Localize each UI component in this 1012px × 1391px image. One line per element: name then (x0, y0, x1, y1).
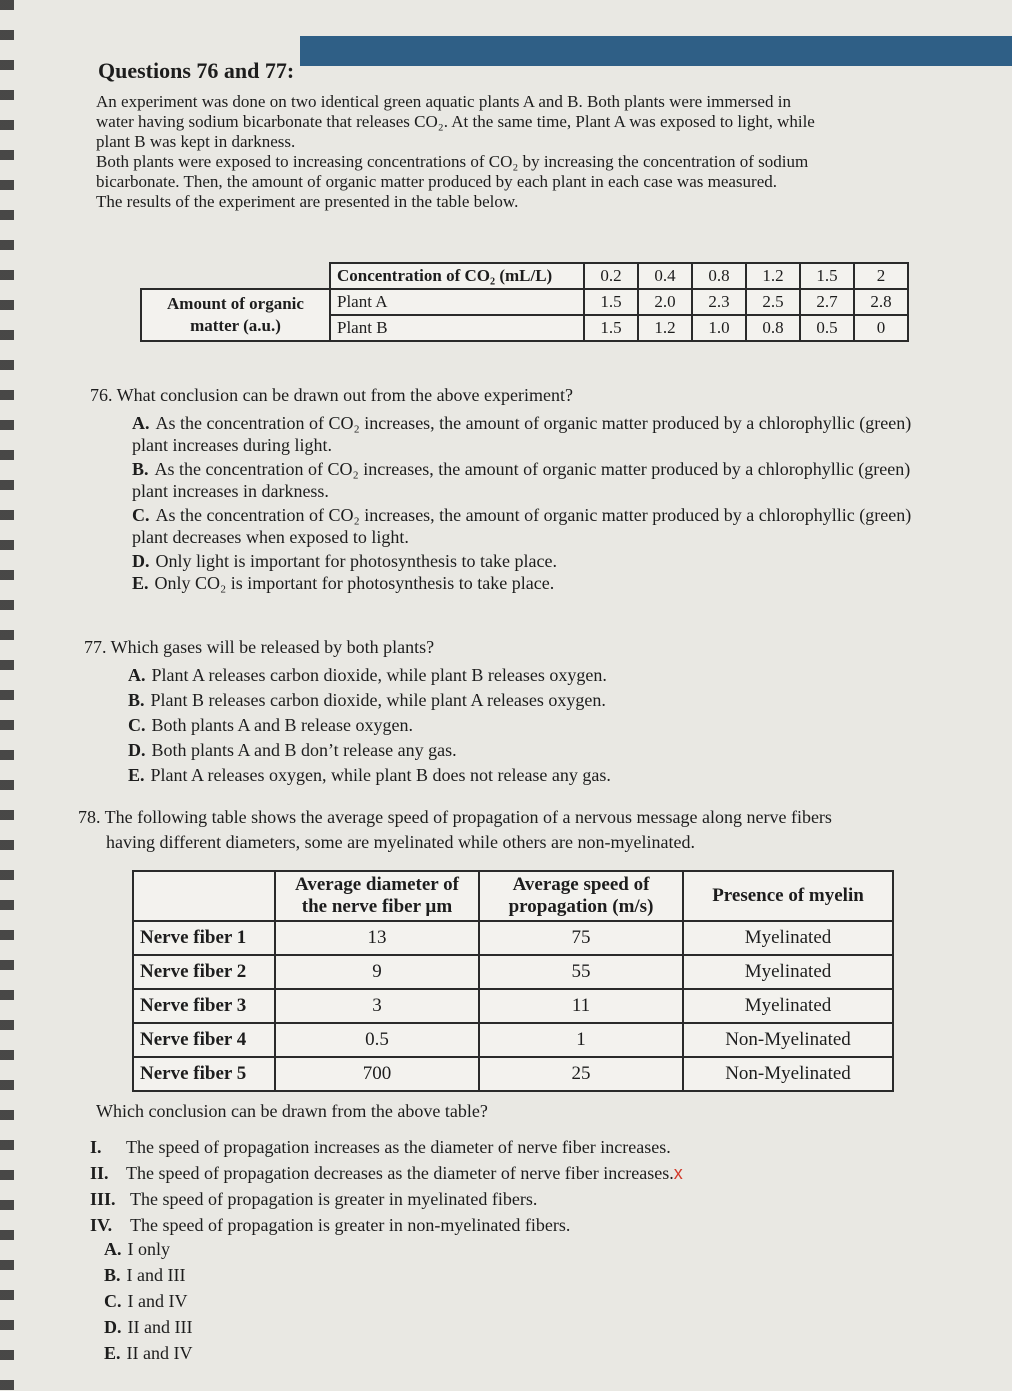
statement-i (90, 1136, 910, 1158)
plant-b-value: 0.5 (800, 315, 854, 341)
fiber-speed: 75 (479, 921, 683, 955)
option-76-b[interactable] (132, 458, 942, 502)
option-text: II and III (127, 1317, 193, 1337)
option-letter: C. (132, 505, 150, 525)
option-letter: D. (132, 551, 150, 571)
fiber-diameter: 9 (275, 955, 479, 989)
table-header-row (133, 871, 893, 921)
option-text: Both plants A and B release oxygen. (151, 715, 413, 735)
plant-a-value: 2.7 (800, 289, 854, 315)
option-78-d[interactable] (104, 1316, 404, 1338)
statement-ii (90, 1162, 910, 1184)
fiber-diameter: 0.5 (275, 1023, 479, 1057)
fiber-speed: 1 (479, 1023, 683, 1057)
plant-a-label: Plant A (330, 289, 584, 315)
option-text: As the concentration of CO₂ increases, the amount of organic matter produced by a chlorophyllic (green) plant increases during light. (132, 413, 912, 455)
plant-a-value: 2.3 (692, 289, 746, 315)
table-row (133, 989, 893, 1023)
row-header: Amount of organic matter (a.u.) (141, 289, 330, 341)
table-row (133, 1023, 893, 1057)
option-letter: C. (128, 715, 146, 735)
option-76-e[interactable] (132, 572, 942, 594)
option-letter: A. (128, 665, 146, 685)
option-letter: E. (128, 765, 145, 785)
concentration-label: Concentration of CO₂ (mL/L) (330, 263, 584, 289)
intro-line: bicarbonate. Then, the amount of organic matter produced by each plant in each case was measured. (96, 172, 777, 191)
option-letter: E. (104, 1343, 121, 1363)
plant-b-value: 0 (854, 315, 908, 341)
option-77-e[interactable] (128, 764, 828, 786)
intro-line: An experiment was done on two identical green aquatic plants A and B. Both plants were immersed in (96, 92, 791, 111)
statement-list (90, 1136, 910, 1236)
fiber-label: Nerve fiber 2 (133, 955, 275, 989)
statement-number: III. (90, 1189, 116, 1209)
concentration-value: 1.5 (800, 263, 854, 289)
option-letter: D. (104, 1317, 122, 1337)
concentration-value: 0.2 (584, 263, 638, 289)
table-header-cell: Average diameter of the nerve fiber µm (275, 871, 479, 921)
option-text: II and IV (126, 1343, 193, 1363)
option-text: I and III (126, 1265, 186, 1285)
table-row (133, 1057, 893, 1091)
concentration-value: 0.4 (638, 263, 692, 289)
plant-a-value: 2.8 (854, 289, 908, 315)
statement-number: IV. (90, 1215, 113, 1235)
option-letter: A. (104, 1239, 122, 1259)
co2-organic-matter-table (140, 262, 909, 342)
option-text: I and IV (127, 1291, 188, 1311)
option-78-c[interactable] (104, 1290, 404, 1312)
option-76-d[interactable] (132, 550, 942, 572)
option-text: As the concentration of CO₂ increases, the amount of organic matter produced by a chlorophyllic (green) plant increases in darkness. (132, 459, 911, 501)
statement-text: The speed of propagation is greater in non-myelinated fibers. (130, 1215, 571, 1235)
option-78-b[interactable] (104, 1264, 404, 1286)
question-77-options (128, 664, 828, 786)
plant-b-value: 1.5 (584, 315, 638, 341)
fiber-speed: 11 (479, 989, 683, 1023)
nerve-fiber-table (132, 870, 894, 1092)
plant-a-value: 1.5 (584, 289, 638, 315)
option-text: Only light is important for photosynthesis to take place. (155, 551, 557, 571)
question-76-stem: 76. What conclusion can be drawn out from the above experiment? (90, 385, 574, 405)
table-header-cell: Presence of myelin (683, 871, 893, 921)
option-76-c[interactable] (132, 504, 942, 548)
fiber-diameter: 13 (275, 921, 479, 955)
plant-a-value: 2.5 (746, 289, 800, 315)
option-letter: B. (132, 459, 149, 479)
fiber-myelin: Myelinated (683, 989, 893, 1023)
fiber-label: Nerve fiber 3 (133, 989, 275, 1023)
fiber-myelin: Myelinated (683, 955, 893, 989)
option-77-c[interactable] (128, 714, 828, 736)
intro-line: Both plants were exposed to increasing concentrations of CO₂ by increasing the concentration of sodium (96, 152, 809, 171)
option-text: Plant A releases carbon dioxide, while plant B releases oxygen. (151, 665, 607, 685)
statement-iii (90, 1188, 910, 1210)
plant-b-value: 1.2 (638, 315, 692, 341)
fiber-speed: 25 (479, 1057, 683, 1091)
fiber-label: Nerve fiber 1 (133, 921, 275, 955)
statement-text: The speed of propagation decreases as the diameter of nerve fiber increases. (126, 1163, 674, 1183)
table-header-cell: Average speed of propagation (m/s) (479, 871, 683, 921)
plant-b-label: Plant B (330, 315, 584, 341)
fiber-label: Nerve fiber 4 (133, 1023, 275, 1057)
option-letter: E. (132, 573, 149, 593)
question-78-stem-line1: 78. The following table shows the average speed of propagation of a nervous message along nerve fibers (78, 807, 832, 827)
fiber-myelin: Non-Myelinated (683, 1057, 893, 1091)
option-76-a[interactable] (132, 412, 942, 456)
fiber-myelin: Non-Myelinated (683, 1023, 893, 1057)
fiber-diameter: 700 (275, 1057, 479, 1091)
table-header-cell (133, 871, 275, 921)
statement-iv (90, 1214, 910, 1236)
question-78-options (104, 1238, 404, 1364)
statement-text: The speed of propagation is greater in myelinated fibers. (130, 1189, 538, 1209)
option-77-d[interactable] (128, 739, 828, 761)
concentration-value: 2 (854, 263, 908, 289)
intro-line: water having sodium bicarbonate that releases CO₂. At the same time, Plant A was exposed to light, while (96, 112, 815, 131)
plant-b-value: 1.0 (692, 315, 746, 341)
option-letter: B. (104, 1265, 121, 1285)
fiber-speed: 55 (479, 955, 683, 989)
concentration-value: 1.2 (746, 263, 800, 289)
option-letter: D. (128, 740, 146, 760)
table-row (141, 263, 908, 289)
intro-line: plant B was kept in darkness. (96, 132, 296, 151)
statement-number: II. (90, 1163, 109, 1183)
question-77-stem: 77. Which gases will be released by both plants? (84, 637, 435, 657)
option-text: Plant A releases oxygen, while plant B does not release any gas. (150, 765, 611, 785)
option-78-e[interactable] (104, 1342, 404, 1364)
fiber-diameter: 3 (275, 989, 479, 1023)
statement-number: I. (90, 1137, 102, 1157)
fiber-myelin: Myelinated (683, 921, 893, 955)
option-text: I only (127, 1239, 170, 1259)
intro-line: The results of the experiment are presented in the table below. (96, 192, 519, 211)
table-row (133, 921, 893, 955)
table-row (141, 289, 908, 315)
plant-a-value: 2.0 (638, 289, 692, 315)
statement-text: The speed of propagation increases as the diameter of nerve fiber increases. (126, 1137, 671, 1157)
option-text: Plant B releases carbon dioxide, while plant A releases oxygen. (150, 690, 606, 710)
option-text: As the concentration of CO₂ increases, the amount of organic matter produced by a chlorophyllic (green) plant decreases when exposed to light. (132, 505, 912, 547)
option-77-b[interactable] (128, 689, 828, 711)
question-76-options (132, 412, 942, 594)
handwritten-x-mark: x (673, 1163, 683, 1183)
intro-paragraph (96, 92, 936, 212)
section-title: Questions 76 and 77: (98, 58, 295, 83)
option-77-a[interactable] (128, 664, 828, 686)
table-row (133, 955, 893, 989)
concentration-value: 0.8 (692, 263, 746, 289)
fiber-label: Nerve fiber 5 (133, 1057, 275, 1091)
option-text: Both plants A and B don’t release any gas. (151, 740, 457, 760)
plant-b-value: 0.8 (746, 315, 800, 341)
option-letter: C. (104, 1291, 122, 1311)
option-letter: B. (128, 690, 145, 710)
option-78-a[interactable] (104, 1238, 404, 1260)
question-78-stem-line2: having different diameters, some are myelinated while others are non-myelinated. (106, 832, 695, 852)
question-78-prompt: Which conclusion can be drawn from the above table? (96, 1101, 488, 1121)
option-text: Only CO₂ is important for photosynthesis to take place. (154, 573, 555, 593)
option-letter: A. (132, 413, 150, 433)
